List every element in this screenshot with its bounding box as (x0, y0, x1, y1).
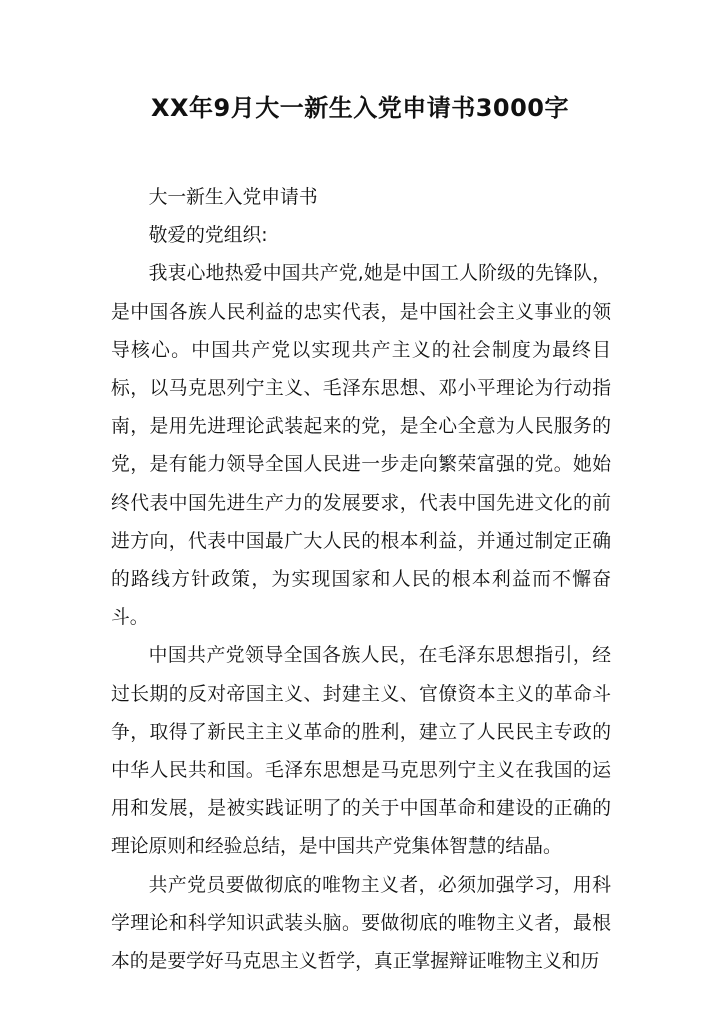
document-title: XX年9月大一新生入党申请书3000字 (150, 94, 569, 122)
document-body (111, 179, 611, 981)
paragraph: 我衷心地热爱中国共产党,她是中国工人阶级的先锋队，是中国各族人民利益的忠实代表，是中国社会主义事业的领导核心。中国共产党以实现共产主义的社会制度为最终目标，以马克思列宁主义、毛泽东思想、邓小平理论为行动指南，是用先进理论武装起来的党，是全心全意为人民服务的党，是有能力领导全国人民进一步走向繁荣富强的党。她始终代表中国先进生产力的发展要求，代表中国先进文化的前进方向，代表中国最广大人民的根本利益，并通过制定正确的路线方针政策，为实现国家和人民的根本利益而不懈奋斗。 (111, 263, 611, 629)
paragraph-heading: 大一新生入党申请书 (148, 187, 318, 208)
paragraph-salutation: 敬爱的党组织: (148, 225, 268, 247)
paragraph: 中国共产党领导全国各族人民，在毛泽东思想指引，经过长期的反对帝国主义、封建主义、官僚资本主义的革命斗争，取得了新民主主义革命的胜利，建立了人民民主专政的中华人民共和国。毛泽东思想是马克思列宁主义在我国的运用和发展，是被实践证明了的关于中国革命和建设的正确的理论原则和经验总结，是中国共产党集体智慧的结晶。 (111, 645, 611, 858)
paragraph: 共产党员要做彻底的唯物主义者，必须加强学习，用科学理论和科学知识武装头脑。要做彻底的唯物主义者，最根本的是要学好马克思主义哲学，真正掌握辩证唯物主义和历 (111, 874, 611, 973)
